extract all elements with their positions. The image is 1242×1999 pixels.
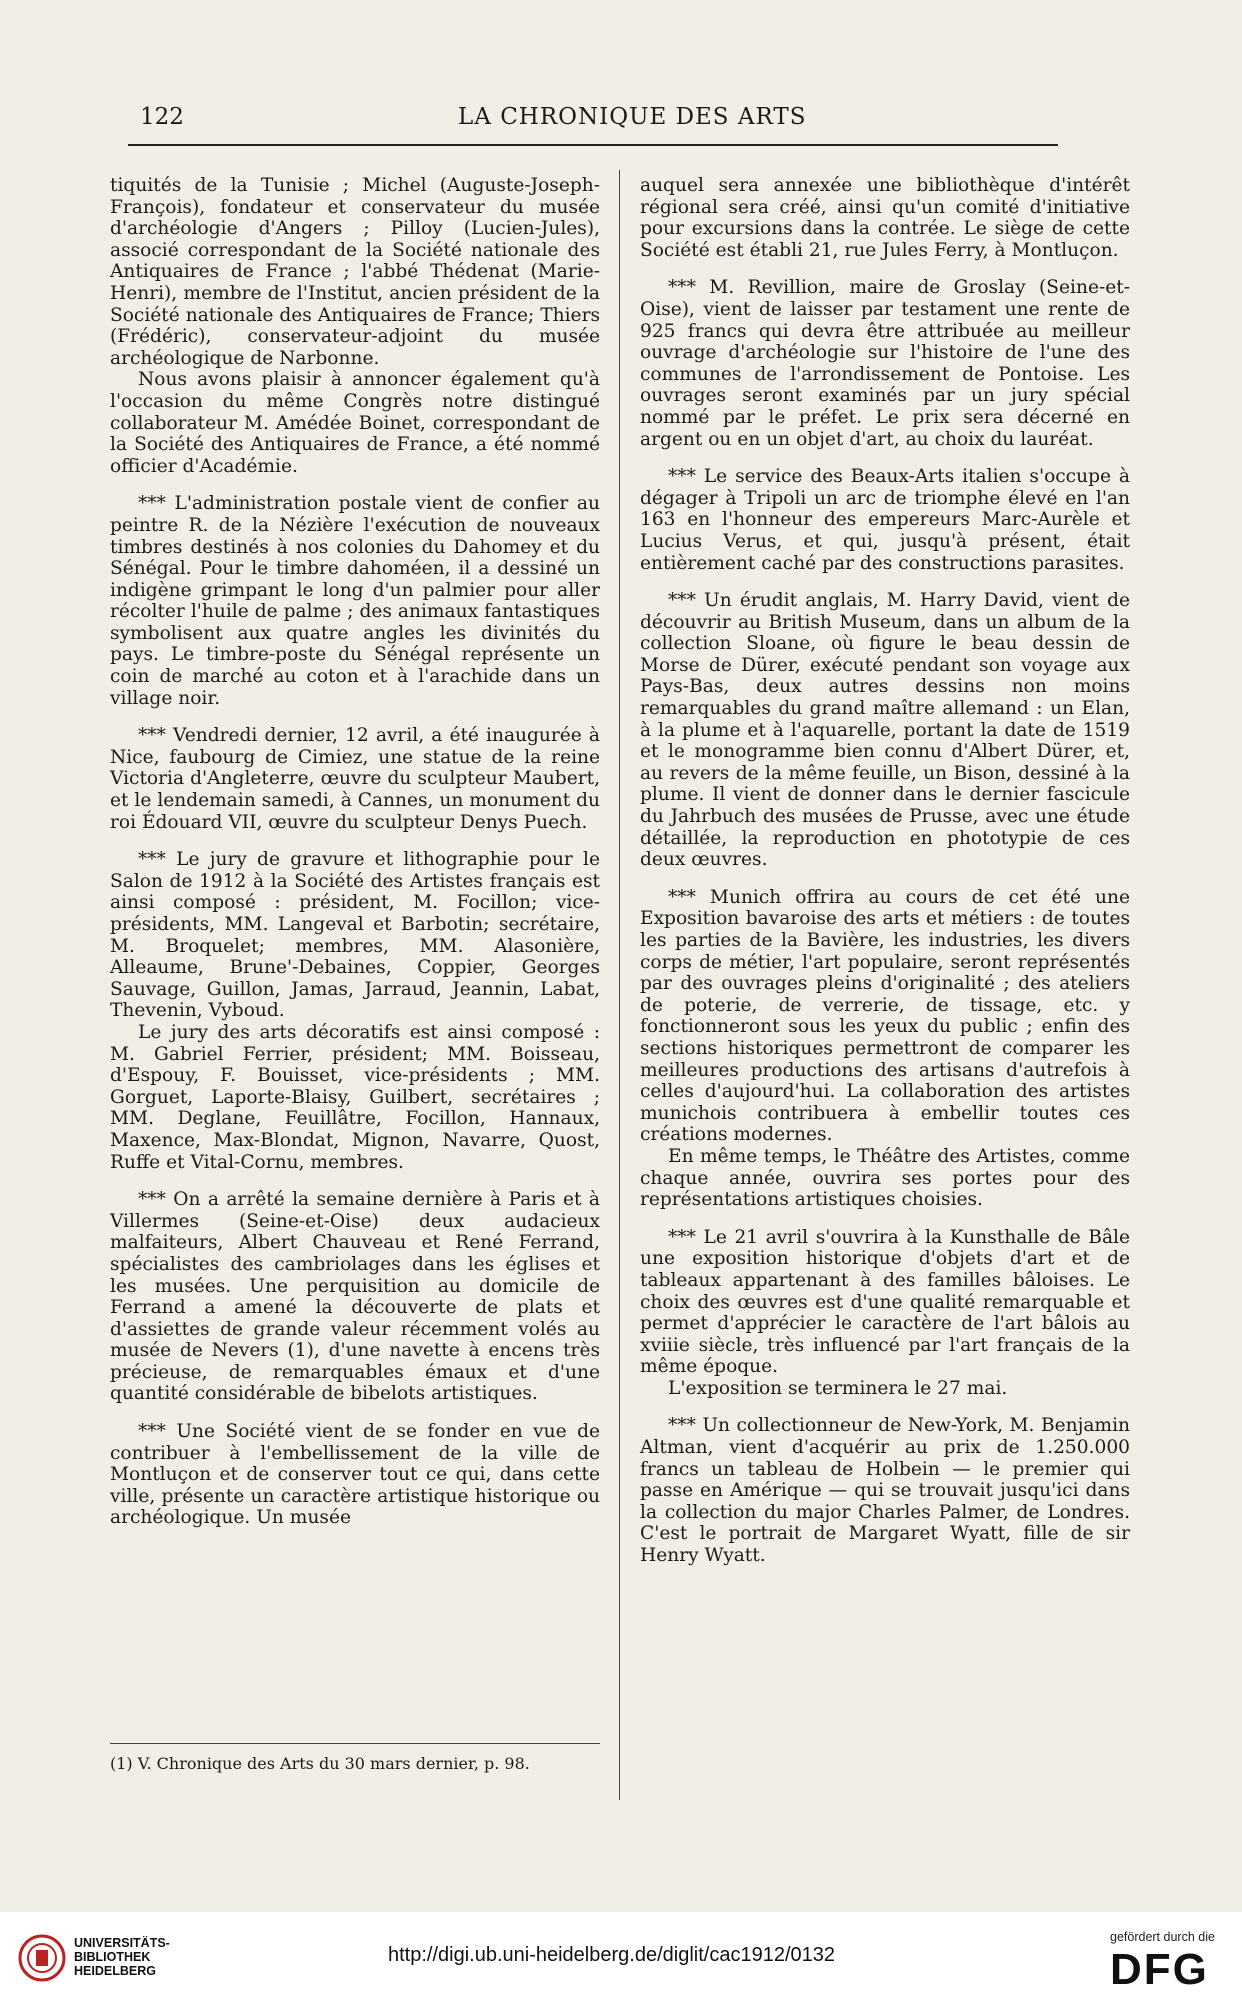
paragraph: L'exposition se terminera le 27 mai.: [668, 1377, 1008, 1399]
running-title: LA CHRONIQUE DES ARTS: [458, 104, 807, 130]
paragraph: *** Le service des Beaux-Arts italien s'occupe à dégager à Tripoli un arc de triomphe élevé en l'an 163 en l'honneur des empereurs Marc-Aurèle et Lucius Verus, et qui, jusqu'à présent, était entièrement caché par des constructions parasites.: [640, 466, 1130, 574]
university-seal-icon[interactable]: [18, 1934, 66, 1982]
page-header: [128, 98, 1058, 138]
digitization-footer: [0, 1912, 1242, 1999]
dfg-logo[interactable]: DFG: [1110, 1945, 1209, 1994]
paragraph: *** Le 21 avril s'ouvrira à la Kunsthalle de Bâle une exposition historique d'objets d'art et de tableaux appartenant à des familles bâloises. Le choix des œuvres est d'une qualité remarquable et permet d'apprécier le caractère de l'art bâlois au xviiie siècle, très influencé par l'art français de la même époque.: [640, 1226, 1130, 1378]
paragraph: *** On a arrêté la semaine dernière à Paris et à Villermes (Seine-et-Oise) deux audacieux malfaiteurs, Albert Chauveau et René Ferrand, spécialistes des cambriolages dans les églises et les musées. Une perquisition au domicile de Ferrand a amené la découverte de plats et d'assiettes de grande valeur récemment volés au musée de Nevers (1), d'une navette à encens très précieuse, de remarquables émaux et d'une quantité considérable de bibelots artistiques.: [110, 1189, 600, 1405]
paragraph: tiquités de la Tunisie ; Michel (Auguste-Joseph-François), fondateur et conservateur du musée d'archéologie d'Angers ; Pilloy (Lucien-Jules), associé correspondant de la Société nationale des Antiquaires de France ; l'abbé Thédenat (Marie-Henri), membre de l'Institut, ancien président de la Société nationale des Antiquaires de France; Thiers (Frédéric), conservateur-adjoint du musée archéologique de Narbonne.: [110, 175, 600, 369]
funded-by-label: gefördert durch die: [1110, 1930, 1215, 1944]
paragraph: *** Le jury de gravure et lithographie pour le Salon de 1912 à la Société des Artistes français est ainsi composé : président, M. Focillon; vice-présidents, MM. Langeval et Barbotin; secrétaire, M. Broquelet; membres, MM. Alasonière, Alleaume, Brune'-Debaines, Coppier, Georges Sauvage, Guillon, Jamas, Jarraud, Jeannin, Labat, Thevenin, Vyboud.: [110, 849, 600, 1022]
paragraph: En même temps, le Théâtre des Artistes, comme chaque année, ouvrira ses portes pour des représentations artistiques choisies.: [640, 1145, 1130, 1211]
paragraph: auquel sera annexée une bibliothèque d'intérêt régional sera créé, ainsi qu'un comité d'initiative pour excursions dans la contrée. Le siège de cette Société est établi 21, rue Jules Ferry, à Montluçon.: [640, 175, 1130, 261]
paragraph: Le jury des arts décoratifs est ainsi composé : M. Gabriel Ferrier, président; MM. Boisseau, d'Espouy, F. Bouisset, vice-présidents ; MM. Gorguet, Laporte-Blaisy, Guilbert, secrétaires ; MM. Deglane, Feuillâtre, Focillon, Hannaux, Maxence, Max-Blondat, Mignon, Navarre, Quost, Ruffe et Vital-Cornu, membres.: [110, 1021, 600, 1173]
header-rule: [128, 144, 1058, 146]
institution-line: HEIDELBERG: [74, 1964, 156, 1978]
paragraph: *** L'administration postale vient de confier au peintre R. de la Nézière l'exécution de nouveaux timbres destinés à nos colonies du Dahomey et du Sénégal. Pour le timbre dahoméen, il a dessiné un indigène grimpant le long d'un palmier pour aller récolter l'huile de palme ; des animaux fantastiques symbolisent aux quatre angles les divinités du pays. Le timbre-poste du Sénégal représente un coin de marché au coton et à l'arachide dans un village noir.: [110, 493, 600, 709]
paragraph: *** M. Revillion, maire de Groslay (Seine-et-Oise), vient de laisser par testament une rente de 925 francs qui devra être attribuée au meilleur ouvrage d'archéologie sur l'histoire de l'une des communes de l'arrondissement de Pontoise. Les ouvrages seront examinés par un jury spécial nommé par le préfet. Le prix sera décerné en argent ou en un objet d'art, au choix du lauréat.: [640, 277, 1130, 450]
institution-line: UNIVERSITÄTS-: [74, 1936, 170, 1950]
paragraph: *** Un collectionneur de New-York, M. Benjamin Altman, vient d'acquérir au prix de 1.250.000 francs un tableau de Holbein — le premier qui passe en Amérique — qui se trouvait jusqu'ici dans la collection du major Charles Palmer, de Londres. C'est le portrait de Margaret Wyatt, fille de sir Henry Wyatt.: [640, 1415, 1130, 1567]
footnote-rule: [110, 1743, 600, 1744]
column-divider: [619, 170, 620, 1800]
page-number: 122: [140, 104, 184, 130]
institution-line: BIBLIOTHEK: [74, 1950, 151, 1964]
permalink[interactable]: http://digi.ub.uni-heidelberg.de/diglit/cac1912/0132: [388, 1944, 835, 1966]
institution-name: [74, 1936, 170, 1978]
footnote: (1) V. Chronique des Arts du 30 mars dernier, p. 98.: [110, 1754, 530, 1773]
paragraph: *** Un érudit anglais, M. Harry David, vient de découvrir au British Museum, dans un album de la collection Sloane, où figure le beau dessin de Morse de Dürer, exécuté pendant son voyage aux Pays-Bas, deux autres dessins non moins remarquables du grand maître allemand : un Elan, à la plume et à l'aquarelle, portant la date de 1519 et le monogramme bien connu d'Albert Dürer, et, au revers de la même feuille, un Bison, dessiné à la plume. Il vient de donner dans le dernier fascicule du Jahrbuch des musées de Prusse, avec une étude détaillée, la reproduction en phototypie de ces deux œuvres.: [640, 590, 1130, 871]
paragraph: *** Vendredi dernier, 12 avril, a été inaugurée à Nice, faubourg de Cimiez, une statue de la reine Victoria d'Angleterre, œuvre du sculpteur Maubert, et le lendemain samedi, à Cannes, un monument du roi Édouard VII, œuvre du sculpteur Denys Puech.: [110, 725, 600, 833]
left-column: [110, 175, 600, 1529]
right-column: [640, 175, 1130, 1567]
paragraph: *** Munich offrira au cours de cet été une Exposition bavaroise des arts et métiers : de toutes les parties de la Bavière, les industries, les divers corps de métier, l'art populaire, seront représentés par des ouvrages pleins d'originalité ; des ateliers de poterie, de verrerie, de tissage, etc. y fonctionneront sous les yeux du public ; enfin des sections historiques permettront de comparer les meilleures productions des artisans d'autrefois à celles d'aujourd'hui. La collaboration des artistes munichois contribuera à embellir toutes ces créations modernes.: [640, 886, 1130, 1146]
paragraph: *** Une Société vient de se fonder en vue de contribuer à l'embellissement de la ville de Montluçon et de conserver tout ce qui, dans cette ville, présente un caractère artistique historique ou archéologique. Un musée: [110, 1421, 600, 1529]
paragraph: Nous avons plaisir à annoncer également qu'à l'occasion du même Congrès notre distingué collaborateur M. Amédée Boinet, correspondant de la Société des Antiquaires de France, a été nommé officier d'Académie.: [110, 369, 600, 477]
